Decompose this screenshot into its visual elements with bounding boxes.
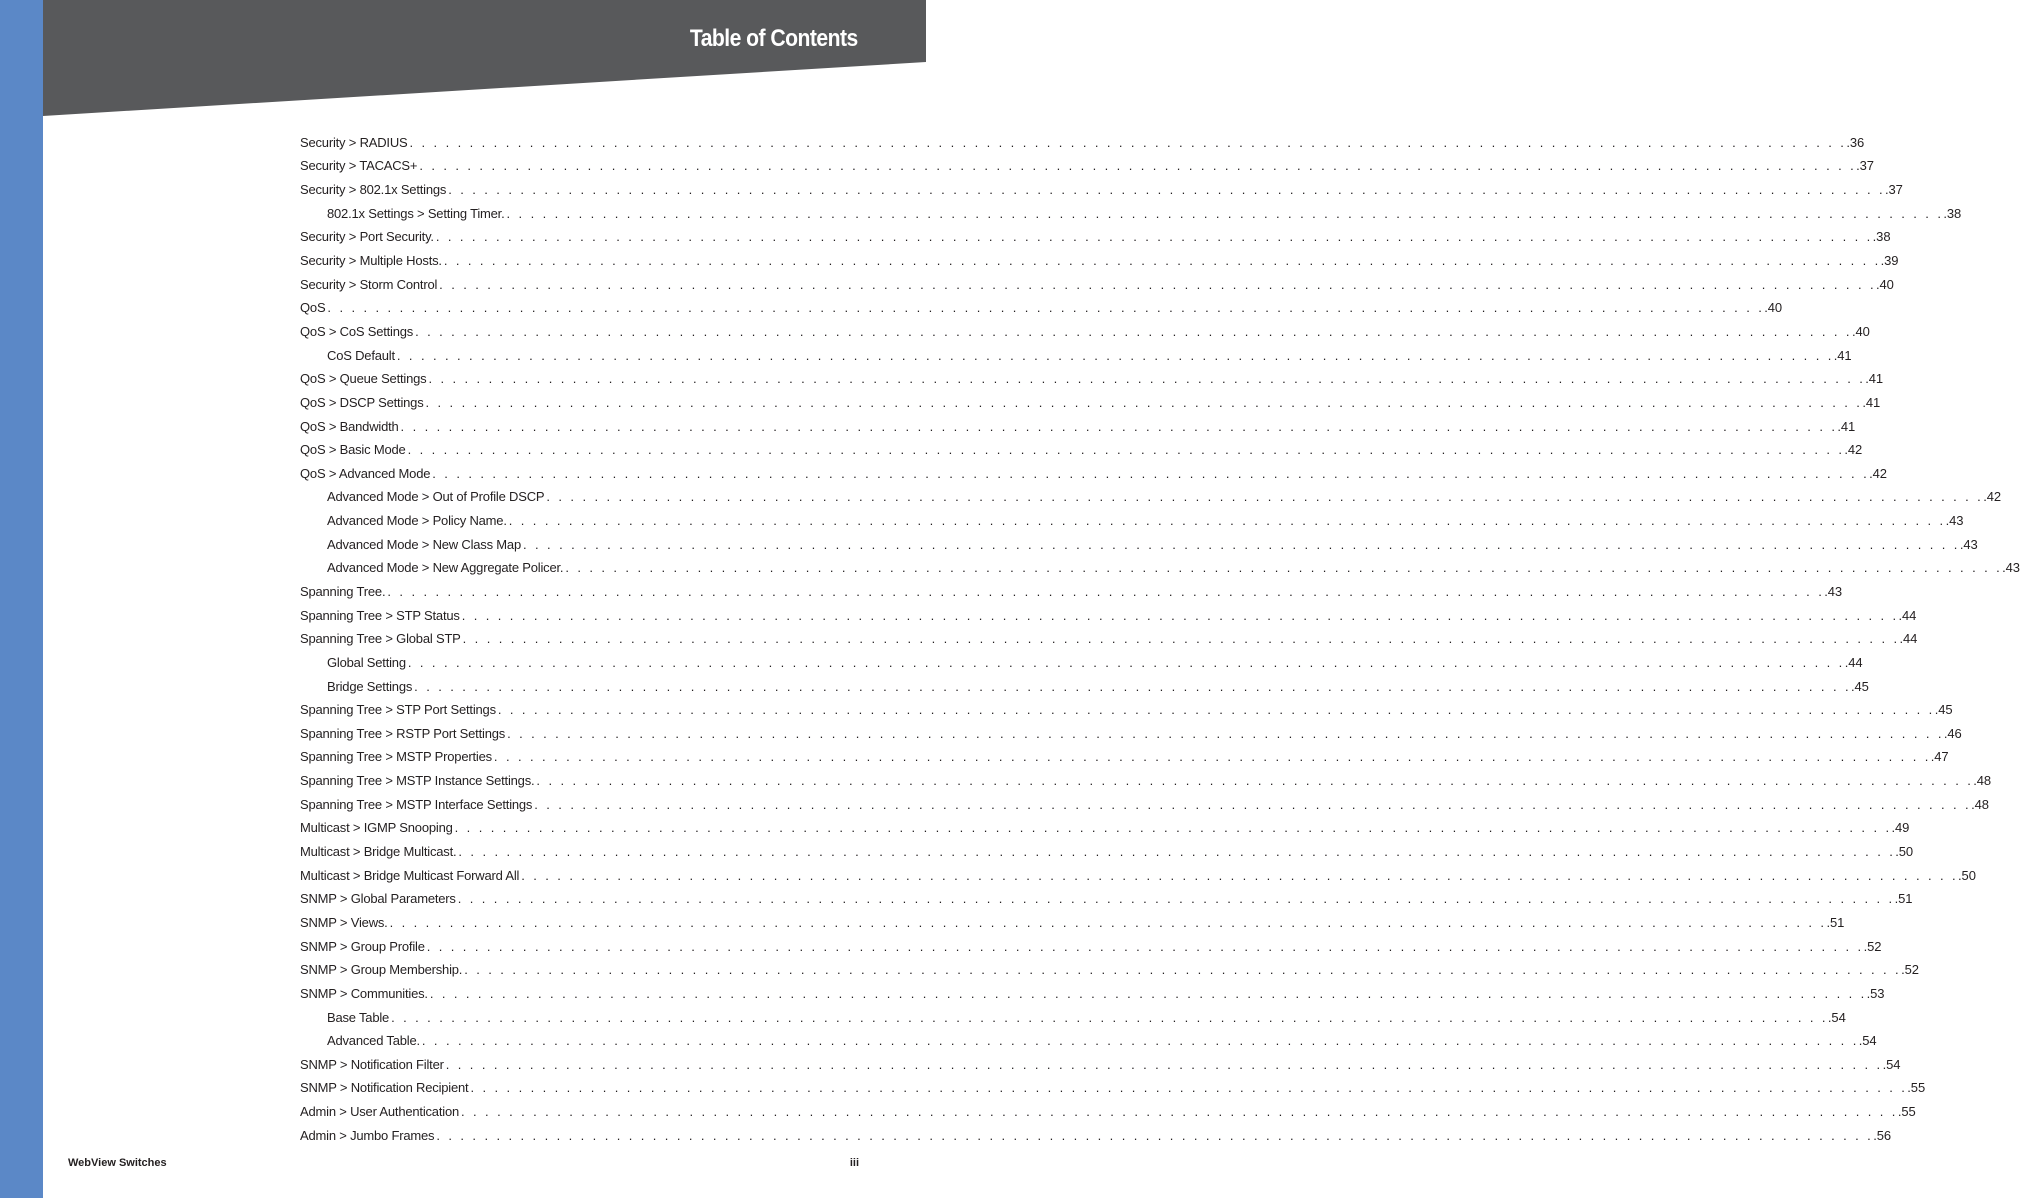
toc-entry-page: .51 bbox=[1826, 914, 1845, 930]
toc-entry-page: .51 bbox=[1894, 891, 1913, 907]
toc-entry-title: SNMP > Notification Filter bbox=[300, 1056, 444, 1072]
toc-dot-leader: . . . . . . . . . . . . . . . . . . . . . . . . . . . . . . . . . . . . . . . . . . . . . . . . . . . . . . . . . . . . . . . . . . . . . . . . . . . . . . . . . . . . . . . . . . . . . . . . . . . . . . . . . . . . . . . . . . . . . . . . bbox=[421, 1033, 1859, 1049]
toc-entry[interactable] bbox=[300, 344, 1852, 368]
toc-entry-page: .43 bbox=[2002, 560, 2020, 576]
toc-dot-leader: . . . . . . . . . . . . . . . . . . . . . . . . . . . . . . . . . . . . . . . . . . . . . . . . . . . . . . . . . . . . . . . . . . . . . . . . . . . . . . . . . . . . . . . . . . . . . . . . . . . . . . . . . . . . . . . . . . . . . . . . bbox=[458, 844, 1896, 860]
toc-dot-leader: . . . . . . . . . . . . . . . . . . . . . . . . . . . . . . . . . . . . . . . . . . . . . . . . . . . . . . . . . . . . . . . . . . . . . . . . . . . . . . . . . . . . . . . . . . . . . . . . . . . . . . . . . . . . . . . . . . . . . . . . bbox=[523, 536, 1960, 552]
toc-entry-title: QoS > Advanced Mode bbox=[300, 465, 431, 481]
toc-entry-title: SNMP > Group Membership. bbox=[300, 962, 463, 978]
toc-dot-leader: . . . . . . . . . . . . . . . . . . . . . . . . . . . . . . . . . . . . . . . . . . . . . . . . . . . . . . . . . . . . . . . . . . . . . . . . . . . . . . . . . . . . . . . . . . . . . . . . . . . . . . . . . . . . . . . . . . . . . . . . bbox=[462, 631, 1900, 647]
toc-entry[interactable] bbox=[300, 675, 1869, 699]
toc-entry-page: .42 bbox=[1869, 465, 1887, 481]
toc-entry-title: Security > 802.1x Settings bbox=[300, 182, 447, 198]
toc-entry-page: .54 bbox=[1827, 1009, 1846, 1025]
toc-entry[interactable] bbox=[300, 509, 1964, 533]
toc-entry-title: SNMP > Notification Recipient bbox=[300, 1080, 469, 1096]
toc-entry-page: .55 bbox=[1897, 1104, 1916, 1120]
toc-entry-title: QoS > Basic Mode bbox=[300, 442, 406, 458]
toc-entry-title: Multicast > Bridge Multicast. bbox=[300, 844, 457, 860]
toc-entry-title: Admin > Jumbo Frames bbox=[300, 1127, 435, 1143]
toc-entry-page: .54 bbox=[1882, 1056, 1901, 1072]
toc-dot-leader: . . . . . . . . . . . . . . . . . . . . . . . . . . . . . . . . . . . . . . . . . . . . . . . . . . . . . . . . . . . . . . . . . . . . . . . . . . . . . . . . . . . . . . . . . . . . . . . . . . . . . . . . . . . . . . . . . . . . . . . . bbox=[409, 134, 1847, 150]
toc-dot-leader: . . . . . . . . . . . . . . . . . . . . . . . . . . . . . . . . . . . . . . . . . . . . . . . . . . . . . . . . . . . . . . . . . . . . . . . . . . . . . . . . . . . . . . . . . . . . . . . . . . . . . . . . . . . . . . . . . . . . . . . . bbox=[419, 158, 1857, 174]
toc-entry[interactable] bbox=[300, 840, 1914, 864]
toc-entry[interactable] bbox=[300, 415, 1856, 439]
toc-entry-title: QoS > Queue Settings bbox=[300, 371, 427, 387]
footer-product-name: WebView Switches bbox=[68, 1157, 167, 1169]
toc-entry-title: Advanced Mode > Out of Profile DSCP bbox=[327, 489, 545, 505]
toc-entry-title: Security > RADIUS bbox=[300, 134, 408, 150]
toc-dot-leader: . . . . . . . . . . . . . . . . . . . . . . . . . . . . . . . . . . . . . . . . . . . . . . . . . . . . . . . . . . . . . . . . . . . . . . . . . . . . . . . . . . . . . . . . . . . . . . . . . . . . . . . . . . . . . . . . . . . . . . . . bbox=[461, 607, 1899, 623]
left-accent-strip bbox=[0, 0, 43, 1198]
toc-entry-title: Advanced Mode > New Class Map bbox=[327, 536, 521, 552]
toc-entry[interactable] bbox=[300, 935, 1882, 959]
toc-entry-title: Spanning Tree. bbox=[300, 583, 386, 599]
toc-entry[interactable] bbox=[300, 1006, 1846, 1030]
toc-dot-leader: . . . . . . . . . . . . . . . . . . . . . . . . . . . . . . . . . . . . . . . . . . . . . . . . . . . . . . . . . . . . . . . . . . . . . . . . . . . . . . . . . . . . . . . . . . . . . . . . . . . . . . . . . . . . . . . . . . . . . . . . bbox=[470, 1080, 1908, 1096]
toc-entry[interactable] bbox=[300, 888, 1913, 912]
toc-entry-page: .52 bbox=[1901, 962, 1919, 978]
toc-entry-title: SNMP > Views. bbox=[300, 914, 388, 930]
toc-entry-title: Admin > User Authentication bbox=[300, 1104, 459, 1120]
toc-entry[interactable] bbox=[300, 982, 1885, 1006]
toc-entry[interactable] bbox=[300, 580, 1842, 604]
toc-entry[interactable] bbox=[300, 1053, 1901, 1077]
toc-dot-leader: . . . . . . . . . . . . . . . . . . . . . . . . . . . . . . . . . . . . . . . . . . . . . . . . . . . . . . . . . . . . . . . . . . . . . . . . . . . . . . . . . . . . . . . . . . . . . . . . . . . . . . . . . . . . . . . . . . . . . . . . bbox=[493, 749, 1931, 765]
toc-entry-page: .50 bbox=[1958, 867, 1976, 883]
toc-entry-page: .39 bbox=[1880, 253, 1899, 269]
toc-entry[interactable] bbox=[300, 462, 1887, 486]
toc-entry-page: .41 bbox=[1865, 371, 1884, 387]
toc-entry-title: Advanced Table. bbox=[327, 1033, 420, 1049]
toc-list bbox=[300, 131, 2020, 1148]
toc-entry-page: .44 bbox=[1899, 631, 1918, 647]
toc-entry-title: Security > Storm Control bbox=[300, 276, 438, 292]
toc-dot-leader: . . . . . . . . . . . . . . . . . . . . . . . . . . . . . . . . . . . . . . . . . . . . . . . . . . . . . . . . . . . . . . . . . . . . . . . . . . . . . . . . . . . . . . . . . . . . . . . . . . . . . . . . . . . . . . . . . . . . . . . . bbox=[448, 182, 1886, 198]
toc-entry[interactable] bbox=[300, 226, 1891, 250]
toc-dot-leader: . . . . . . . . . . . . . . . . . . . . . . . . . . . . . . . . . . . . . . . . . . . . . . . . . . . . . . . . . . . . . . . . . . . . . . . . . . . . . . . . . . . . . . . . . . . . . . . . . . . . . . . . . . . . . . . . . . . . . . . . bbox=[506, 205, 1944, 221]
toc-entry-page: .48 bbox=[1971, 796, 1989, 812]
toc-entry-page: .56 bbox=[1873, 1127, 1891, 1143]
toc-dot-leader: . . . . . . . . . . . . . . . . . . . . . . . . . . . . . . . . . . . . . . . . . . . . . . . . . . . . . . . . . . . . . . . . . . . . . . . . . . . . . . . . . . . . . . . . . . . . . . . . . . . . . . . . . . . . . . . . . . . . . . . . bbox=[534, 796, 1972, 812]
toc-entry-title: SNMP > Communities. bbox=[300, 985, 428, 1001]
toc-entry[interactable] bbox=[300, 769, 1992, 793]
toc-entry-title: Spanning Tree > STP Port Settings bbox=[300, 702, 496, 718]
toc-entry-title: Base Table bbox=[327, 1009, 390, 1025]
toc-dot-leader: . . . . . . . . . . . . . . . . . . . . . . . . . . . . . . . . . . . . . . . . . . . . . . . . . . . . . . . . . . . . . . . . . . . . . . . . . . . . . . . . . . . . . . . . . . . . . . . . . . . . . . . . . . . . . . . . . . . . . . . . bbox=[508, 513, 1946, 529]
toc-entry-title: SNMP > Group Profile bbox=[300, 938, 425, 954]
toc-dot-leader: . . . . . . . . . . . . . . . . . . . . . . . . . . . . . . . . . . . . . . . . . . . . . . . . . . . . . . . . . . . . . . . . . . . . . . . . . . . . . . . . . . . . . . . . . . . . . . . . . . . . . . . . . . . . . . . . . . . . . . . . bbox=[407, 654, 1845, 670]
toc-entry-page: .45 bbox=[1851, 678, 1869, 694]
toc-entry-title: Bridge Settings bbox=[327, 678, 413, 694]
toc-entry-page: .43 bbox=[1945, 513, 1964, 529]
toc-entry-title: Security > TACACS+ bbox=[300, 158, 418, 174]
toc-dot-leader: . . . . . . . . . . . . . . . . . . . . . . . . . . . . . . . . . . . . . . . . . . . . . . . . . . . . . . . . . . . . . . . . . . . . . . . . . . . . . . . . . . . . . . . . . . . . . . . . . . . . . . . . . . . . . . . . . . . . . . . . bbox=[389, 914, 1827, 930]
toc-entry[interactable] bbox=[300, 367, 1884, 391]
toc-dot-leader: . . . . . . . . . . . . . . . . . . . . . . . . . . . . . . . . . . . . . . . . . . . . . . . . . . . . . . . . . . . . . . . . . . . . . . . . . . . . . . . . . . . . . . . . . . . . . . . . . . . . . . . . . . . . . . . . . . . . . . . . bbox=[426, 938, 1864, 954]
toc-entry[interactable] bbox=[300, 627, 1918, 651]
toc-entry-title: QoS > Bandwidth bbox=[300, 418, 399, 434]
toc-entry-page: .55 bbox=[1907, 1080, 1926, 1096]
toc-entry-title: Security > Port Security. bbox=[300, 229, 434, 245]
toc-entry[interactable] bbox=[300, 486, 2001, 510]
toc-dot-leader: . . . . . . . . . . . . . . . . . . . . . . . . . . . . . . . . . . . . . . . . . . . . . . . . . . . . . . . . . . . . . . . . . . . . . . . . . . . . . . . . . . . . . . . . . . . . . . . . . . . . . . . . . . . . . . . . . . . . . . . . bbox=[497, 702, 1935, 718]
toc-entry[interactable] bbox=[300, 320, 1870, 344]
toc-dot-leader: . . . . . . . . . . . . . . . . . . . . . . . . . . . . . . . . . . . . . . . . . . . . . . . . . . . . . . . . . . . . . . . . . . . . . . . . . . . . . . . . . . . . . . . . . . . . . . . . . . . . . . . . . . . . . . . . . . . . . . . . bbox=[436, 1127, 1874, 1143]
toc-entry[interactable] bbox=[300, 533, 1978, 557]
toc-entry[interactable] bbox=[300, 1029, 1877, 1053]
toc-entry-page: .41 bbox=[1833, 347, 1852, 363]
toc-entry[interactable] bbox=[300, 864, 1976, 888]
toc-dot-leader: . . . . . . . . . . . . . . . . . . . . . . . . . . . . . . . . . . . . . . . . . . . . . . . . . . . . . . . . . . . . . . . . . . . . . . . . . . . . . . . . . . . . . . . . . . . . . . . . . . . . . . . . . . . . . . . . . . . . . . . . bbox=[327, 300, 1765, 316]
toc-entry[interactable] bbox=[300, 296, 1783, 320]
toc-entry-page: .40 bbox=[1764, 300, 1783, 316]
toc-entry[interactable] bbox=[300, 604, 1917, 628]
toc-entry[interactable] bbox=[300, 1077, 1926, 1101]
toc-entry[interactable] bbox=[300, 698, 1953, 722]
toc-entry-title: Advanced Mode > Policy Name. bbox=[327, 513, 507, 529]
toc-entry-page: .44 bbox=[1844, 654, 1863, 670]
toc-entry-title: QoS > DSCP Settings bbox=[300, 394, 424, 410]
toc-dot-leader: . . . . . . . . . . . . . . . . . . . . . . . . . . . . . . . . . . . . . . . . . . . . . . . . . . . . . . . . . . . . . . . . . . . . . . . . . . . . . . . . . . . . . . . . . . . . . . . . . . . . . . . . . . . . . . . . . . . . . . . . bbox=[521, 867, 1959, 883]
toc-entry[interactable] bbox=[300, 273, 1894, 297]
toc-entry-page: .50 bbox=[1895, 844, 1914, 860]
toc-entry-title: Spanning Tree > STP Status bbox=[300, 607, 460, 623]
toc-entry-title: SNMP > Global Parameters bbox=[300, 891, 456, 907]
toc-entry-page: .47 bbox=[1930, 749, 1949, 765]
toc-entry-page: .38 bbox=[1943, 205, 1962, 221]
toc-entry-page: .38 bbox=[1872, 229, 1891, 245]
toc-entry-title: Multicast > IGMP Snooping bbox=[300, 820, 453, 836]
toc-entry-title: QoS > CoS Settings bbox=[300, 323, 414, 339]
toc-entry-page: .45 bbox=[1934, 702, 1953, 718]
toc-dot-leader: . . . . . . . . . . . . . . . . . . . . . . . . . . . . . . . . . . . . . . . . . . . . . . . . . . . . . . . . . . . . . . . . . . . . . . . . . . . . . . . . . . . . . . . . . . . . . . . . . . . . . . . . . . . . . . . . . . . . . . . . bbox=[414, 678, 1851, 694]
toc-dot-leader: . . . . . . . . . . . . . . . . . . . . . . . . . . . . . . . . . . . . . . . . . . . . . . . . . . . . . . . . . . . . . . . . . . . . . . . . . . . . . . . . . . . . . . . . . . . . . . . . . . . . . . . . . . . . . . . . . . . . . . . . bbox=[432, 465, 1870, 481]
toc-dot-leader: . . . . . . . . . . . . . . . . . . . . . . . . . . . . . . . . . . . . . . . . . . . . . . . . . . . . . . . . . . . . . . . . . . . . . . . . . . . . . . . . . . . . . . . . . . . . . . . . . . . . . . . . . . . . . . . . . . . . . . . . bbox=[387, 583, 1825, 599]
toc-entry-page: .53 bbox=[1866, 985, 1885, 1001]
toc-entry-title: Multicast > Bridge Multicast Forward All bbox=[300, 867, 520, 883]
toc-entry-page: .54 bbox=[1858, 1033, 1877, 1049]
toc-entry[interactable] bbox=[300, 155, 1874, 179]
toc-entry-page: .42 bbox=[1844, 442, 1863, 458]
page-title: Table of Contents bbox=[690, 25, 858, 52]
toc-entry[interactable] bbox=[300, 131, 1865, 155]
toc-dot-leader: . . . . . . . . . . . . . . . . . . . . . . . . . . . . . . . . . . . . . . . . . . . . . . . . . . . . . . . . . . . . . . . . . . . . . . . . . . . . . . . . . . . . . . . . . . . . . . . . . . . . . . . . . . . . . . . . . . . . . . . . bbox=[439, 276, 1876, 292]
toc-dot-leader: . . . . . . . . . . . . . . . . . . . . . . . . . . . . . . . . . . . . . . . . . . . . . . . . . . . . . . . . . . . . . . . . . . . . . . . . . . . . . . . . . . . . . . . . . . . . . . . . . . . . . . . . . . . . . . . . . . . . . . . . bbox=[536, 773, 1974, 789]
toc-entry[interactable] bbox=[300, 438, 1863, 462]
toc-entry[interactable] bbox=[300, 557, 2020, 581]
toc-entry-title: Spanning Tree > RSTP Port Settings bbox=[300, 725, 506, 741]
toc-entry-page: .42 bbox=[1983, 489, 2001, 505]
toc-dot-leader: . . . . . . . . . . . . . . . . . . . . . . . . . . . . . . . . . . . . . . . . . . . . . . . . . . . . . . . . . . . . . . . . . . . . . . . . . . . . . . . . . . . . . . . . . . . . . . . . . . . . . . . . . . . . . . . . . . . . . . . . bbox=[428, 371, 1866, 387]
toc-dot-leader: . . . . . . . . . . . . . . . . . . . . . . . . . . . . . . . . . . . . . . . . . . . . . . . . . . . . . . . . . . . . . . . . . . . . . . . . . . . . . . . . . . . . . . . . . . . . . . . . . . . . . . . . . . . . . . . . . . . . . . . . bbox=[391, 1009, 1828, 1025]
toc-entry[interactable] bbox=[300, 651, 1863, 675]
toc-entry-page: .36 bbox=[1846, 134, 1865, 150]
toc-entry[interactable] bbox=[300, 911, 1845, 935]
toc-dot-leader: . . . . . . . . . . . . . . . . . . . . . . . . . . . . . . . . . . . . . . . . . . . . . . . . . . . . . . . . . . . . . . . . . . . . . . . . . . . . . . . . . . . . . . . . . . . . . . . . . . . . . . . . . . . . . . . . . . . . . . . . bbox=[396, 347, 1834, 363]
toc-entry[interactable] bbox=[300, 958, 1919, 982]
toc-dot-leader: . . . . . . . . . . . . . . . . . . . . . . . . . . . . . . . . . . . . . . . . . . . . . . . . . . . . . . . . . . . . . . . . . . . . . . . . . . . . . . . . . . . . . . . . . . . . . . . . . . . . . . . . . . . . . . . . . . . . . . . . bbox=[429, 985, 1867, 1001]
toc-entry[interactable] bbox=[300, 1124, 1891, 1148]
toc-dot-leader: . . . . . . . . . . . . . . . . . . . . . . . . . . . . . . . . . . . . . . . . . . . . . . . . . . . . . . . . . . . . . . . . . . . . . . . . . . . . . . . . . . . . . . . . . . . . . . . . . . . . . . . . . . . . . . . . . . . . . . . . bbox=[400, 418, 1838, 434]
toc-entry[interactable] bbox=[300, 178, 1903, 202]
toc-entry-title: CoS Default bbox=[327, 347, 395, 363]
toc-entry[interactable] bbox=[300, 202, 1962, 226]
toc-dot-leader: . . . . . . . . . . . . . . . . . . . . . . . . . . . . . . . . . . . . . . . . . . . . . . . . . . . . . . . . . . . . . . . . . . . . . . . . . . . . . . . . . . . . . . . . . . . . . . . . . . . . . . . . . . . . . . . . . . . . . . . . bbox=[457, 891, 1895, 907]
toc-dot-leader: . . . . . . . . . . . . . . . . . . . . . . . . . . . . . . . . . . . . . . . . . . . . . . . . . . . . . . . . . . . . . . . . . . . . . . . . . . . . . . . . . . . . . . . . . . . . . . . . . . . . . . . . . . . . . . . . . . . . . . . . bbox=[454, 820, 1892, 836]
toc-entry[interactable] bbox=[300, 249, 1899, 273]
toc-entry-page: .37 bbox=[1856, 158, 1874, 174]
toc-entry[interactable] bbox=[300, 746, 1949, 770]
toc-dot-leader: . . . . . . . . . . . . . . . . . . . . . . . . . . . . . . . . . . . . . . . . . . . . . . . . . . . . . . . . . . . . . . . . . . . . . . . . . . . . . . . . . . . . . . . . . . . . . . . . . . . . . . . . . . . . . . . . . . . . . . . . bbox=[435, 229, 1873, 245]
toc-entry-title: Advanced Mode > New Aggregate Policer. bbox=[327, 560, 564, 576]
toc-entry-title: Spanning Tree > Global STP bbox=[300, 631, 461, 647]
toc-entry-page: .43 bbox=[1959, 536, 1978, 552]
toc-entry[interactable] bbox=[300, 722, 1962, 746]
toc-entry-page: .48 bbox=[1973, 773, 1992, 789]
toc-entry-title: Global Setting bbox=[327, 654, 406, 670]
header-band bbox=[43, 0, 926, 116]
toc-dot-leader: . . . . . . . . . . . . . . . . . . . . . . . . . . . . . . . . . . . . . . . . . . . . . . . . . . . . . . . . . . . . . . . . . . . . . . . . . . . . . . . . . . . . . . . . . . . . . . . . . . . . . . . . . . . . . . . . . . . . . . . . bbox=[507, 725, 1944, 741]
toc-dot-leader: . . . . . . . . . . . . . . . . . . . . . . . . . . . . . . . . . . . . . . . . . . . . . . . . . . . . . . . . . . . . . . . . . . . . . . . . . . . . . . . . . . . . . . . . . . . . . . . . . . . . . . . . . . . . . . . . . . . . . . . . bbox=[461, 1104, 1898, 1120]
toc-dot-leader: . . . . . . . . . . . . . . . . . . . . . . . . . . . . . . . . . . . . . . . . . . . . . . . . . . . . . . . . . . . . . . . . . . . . . . . . . . . . . . . . . . . . . . . . . . . . . . . . . . . . . . . . . . . . . . . . . . . . . . . . bbox=[464, 962, 1902, 978]
toc-entry[interactable] bbox=[300, 817, 1910, 841]
toc-entry-page: .41 bbox=[1862, 394, 1881, 410]
toc-dot-leader: . . . . . . . . . . . . . . . . . . . . . . . . . . . . . . . . . . . . . . . . . . . . . . . . . . . . . . . . . . . . . . . . . . . . . . . . . . . . . . . . . . . . . . . . . . . . . . . . . . . . . . . . . . . . . . . . . . . . . . . . bbox=[565, 560, 2003, 576]
toc-entry-page: .40 bbox=[1851, 323, 1870, 339]
toc-entry-page: .40 bbox=[1876, 276, 1894, 292]
toc-entry-page: .41 bbox=[1837, 418, 1856, 434]
toc-dot-leader: . . . . . . . . . . . . . . . . . . . . . . . . . . . . . . . . . . . . . . . . . . . . . . . . . . . . . . . . . . . . . . . . . . . . . . . . . . . . . . . . . . . . . . . . . . . . . . . . . . . . . . . . . . . . . . . . . . . . . . . . bbox=[407, 442, 1845, 458]
header-band-shape bbox=[43, 0, 926, 116]
toc-entry-title: 802.1x Settings > Setting Timer. bbox=[327, 205, 505, 221]
toc-entry-page: .46 bbox=[1943, 725, 1962, 741]
toc-entry[interactable] bbox=[300, 1100, 1916, 1124]
toc-entry-title: QoS bbox=[300, 300, 326, 316]
toc-entry-title: Security > Multiple Hosts. bbox=[300, 253, 442, 269]
toc-entry-page: .43 bbox=[1824, 583, 1842, 599]
toc-dot-leader: . . . . . . . . . . . . . . . . . . . . . . . . . . . . . . . . . . . . . . . . . . . . . . . . . . . . . . . . . . . . . . . . . . . . . . . . . . . . . . . . . . . . . . . . . . . . . . . . . . . . . . . . . . . . . . . . . . . . . . . . bbox=[425, 394, 1863, 410]
toc-entry-title: Spanning Tree > MSTP Instance Settings. bbox=[300, 773, 535, 789]
toc-dot-leader: . . . . . . . . . . . . . . . . . . . . . . . . . . . . . . . . . . . . . . . . . . . . . . . . . . . . . . . . . . . . . . . . . . . . . . . . . . . . . . . . . . . . . . . . . . . . . . . . . . . . . . . . . . . . . . . . . . . . . . . . bbox=[546, 489, 1984, 505]
footer-page-number: iii bbox=[849, 1157, 859, 1169]
toc-entry-title: Spanning Tree > MSTP Properties bbox=[300, 749, 492, 765]
toc-entry[interactable] bbox=[300, 793, 1989, 817]
toc-dot-leader: . . . . . . . . . . . . . . . . . . . . . . . . . . . . . . . . . . . . . . . . . . . . . . . . . . . . . . . . . . . . . . . . . . . . . . . . . . . . . . . . . . . . . . . . . . . . . . . . . . . . . . . . . . . . . . . . . . . . . . . . bbox=[415, 323, 1852, 339]
toc-entry-page: .44 bbox=[1898, 607, 1917, 623]
toc-entry-page: .49 bbox=[1891, 820, 1910, 836]
toc-dot-leader: . . . . . . . . . . . . . . . . . . . . . . . . . . . . . . . . . . . . . . . . . . . . . . . . . . . . . . . . . . . . . . . . . . . . . . . . . . . . . . . . . . . . . . . . . . . . . . . . . . . . . . . . . . . . . . . . . . . . . . . . bbox=[445, 1056, 1883, 1072]
toc-dot-leader: . . . . . . . . . . . . . . . . . . . . . . . . . . . . . . . . . . . . . . . . . . . . . . . . . . . . . . . . . . . . . . . . . . . . . . . . . . . . . . . . . . . . . . . . . . . . . . . . . . . . . . . . . . . . . . . . . . . . . . . . bbox=[443, 253, 1881, 269]
toc-entry-page: .37 bbox=[1885, 182, 1903, 198]
toc-entry[interactable] bbox=[300, 391, 1881, 415]
toc-entry-title: Spanning Tree > MSTP Interface Settings bbox=[300, 796, 533, 812]
toc-entry-page: .52 bbox=[1863, 938, 1882, 954]
